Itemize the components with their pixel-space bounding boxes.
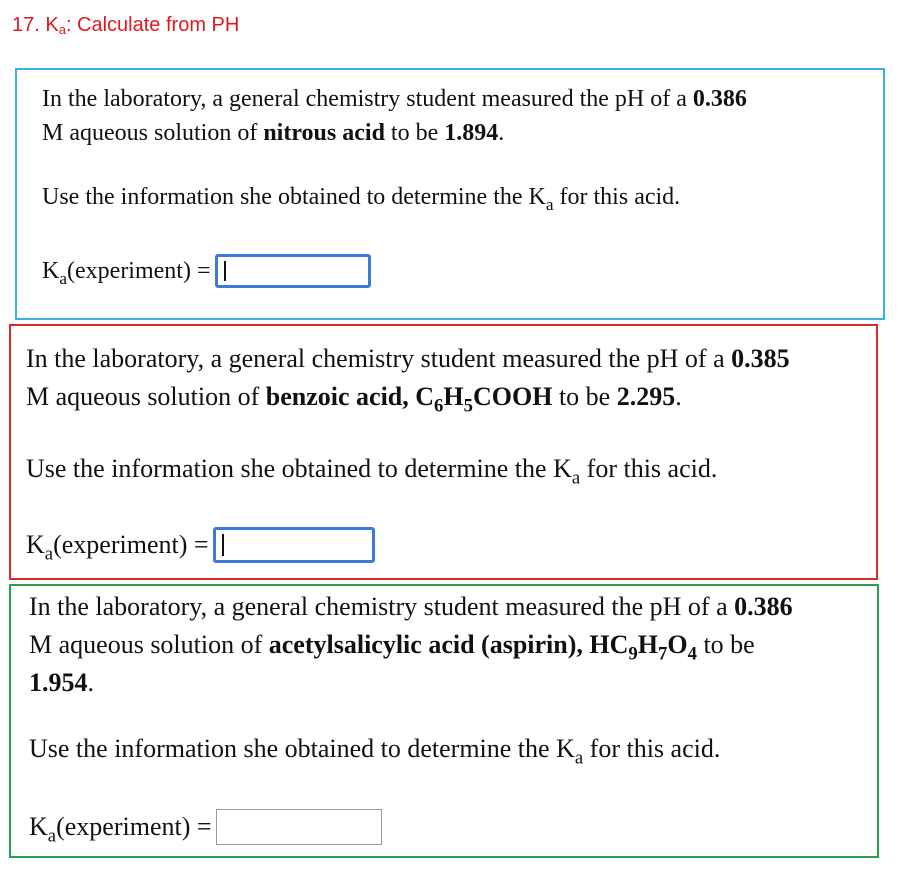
ka-label: $K_a(experiment)$ =: [42, 258, 211, 289]
problem-panel-2: [9, 324, 878, 580]
question-title: 17. $K_a$: Calculate from PH: [12, 14, 240, 37]
ka-answer-input[interactable]: [215, 254, 371, 288]
instruction-text: Use the information she obtained to determine the $K_a$ for this acid.: [26, 454, 718, 489]
ka-answer-row: [42, 254, 371, 288]
ka-answer-input[interactable]: [213, 527, 375, 563]
ka-answer-row: [29, 808, 382, 846]
text-caret: [224, 261, 226, 281]
problem-statement: In the laboratory, a general chemistry student measured the pH of a 0.386 M aqueous solution of nitrous acid to be 1.894.: [42, 86, 747, 146]
problem-statement: In the laboratory, a general chemistry student measured the pH of a 0.386 M aqueous solution of acetylsalicylic acid (aspirin), $HC_9H_7O_4$ to be 1.954.: [29, 592, 793, 697]
instruction-text: Use the information she obtained to determine the $K_a$ for this acid.: [42, 184, 681, 215]
text-caret: [222, 534, 224, 556]
instruction-text: Use the information she obtained to determine the $K_a$ for this acid.: [29, 734, 721, 769]
ka-answer-input[interactable]: [216, 809, 382, 845]
ka-label: $K_a(experiment)$ =: [26, 530, 209, 565]
ka-answer-row: [26, 526, 375, 564]
problem-panel-1: [15, 68, 885, 320]
problem-panel-3: [9, 584, 879, 858]
ka-label: $K_a(experiment)$ =: [29, 812, 212, 847]
problem-statement: In the laboratory, a general chemistry student measured the pH of a 0.385 M aqueous solution of benzoic acid, $C_6H_5COOH$ to be 2.295.: [26, 344, 790, 417]
